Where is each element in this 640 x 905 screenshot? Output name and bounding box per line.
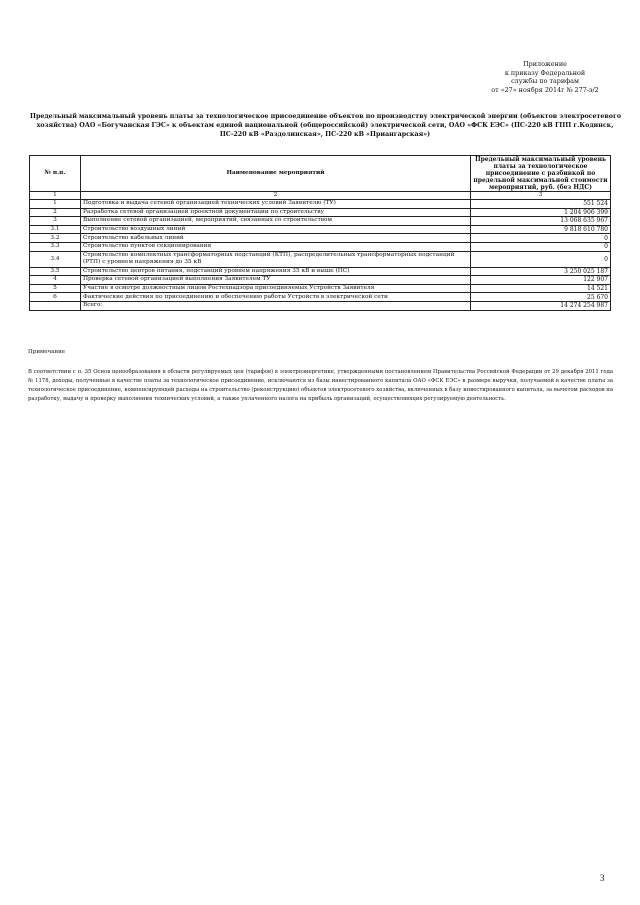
table-header-row: [30, 156, 611, 192]
total-label: Всего:: [81, 301, 471, 310]
row-name: Участие в осмотре должностным лицом Ростехнадзора присоединяемых Устройств Заявителя: [81, 284, 471, 293]
table-row: [30, 276, 611, 285]
row-number: [30, 301, 81, 310]
index-cell: 2: [81, 192, 471, 200]
appendix-line: к приказу Федеральной: [504, 68, 586, 77]
row-name: Фактические действия по присоединению и обеспечению работы Устройств в электрической сети: [81, 293, 471, 302]
row-number: 6: [30, 293, 81, 302]
header-value: Предельный максимальный уровень платы за технологическое присоединение с разбивкой по предельной максимальной стоимости мероприятий, руб. (без НДС): [471, 156, 611, 192]
row-number: 3: [30, 217, 81, 226]
row-value: 0: [471, 251, 611, 267]
footnote-text: В соответствии с п. 35 Основ ценообразования в области регулируемых цен (тарифов) в электроэнергетике, утвержденными постановлением Правительства Российской Федерации от 29 декабря 2011 года № 1178, доходы, полученные в качестве платы за технологическое присоединение, исключаются из базы инвестированного капитала ОАО «ФСК ЕЭС» в размере выручки, получаемой в качестве платы за технологическое присоединение, компенсирующей расходы на строительство (реконструкцию) объектов электросетевого хозяйства, включенных в базу инвестированного капитала, за вычетом расходов на разработку, выдачу и проверку выполнения технических условий, а также уплаченного налога на прибыль организаций, осуществляющих регулируемую деятельность.: [28, 369, 613, 402]
row-name: Выполнение сетевой организацией, мероприятий, связанных со строительством: [81, 217, 471, 226]
row-number: 3.2: [30, 234, 81, 243]
index-cell: 1: [30, 192, 81, 200]
row-number: 3.3: [30, 242, 81, 251]
row-value: 9 818 610 780: [471, 225, 611, 234]
row-number: 4: [30, 276, 81, 285]
row-number: 2: [30, 208, 81, 217]
appendix-line: от «27» ноября 2014г № 277-э/2: [491, 85, 599, 94]
table-row: [30, 225, 611, 234]
row-number: 5: [30, 284, 81, 293]
table-row: [30, 217, 611, 226]
document-title: [30, 112, 620, 139]
total-value: 14 274 254 987: [471, 301, 611, 310]
table-row: [30, 284, 611, 293]
appendix-line: службы по тарифам: [511, 77, 579, 86]
tariff-table: [29, 155, 611, 311]
table-row: [30, 242, 611, 251]
row-name: Строительство пунктов секционирования: [81, 242, 471, 251]
row-value: 1 204 906 399: [471, 208, 611, 217]
row-name: Разработка сетевой организацией проектной документации по строительству: [81, 208, 471, 217]
row-number: 1: [30, 200, 81, 209]
row-value: 14 521: [471, 284, 611, 293]
row-value: 122 907: [471, 276, 611, 285]
title-line: ПС-220 кВ «Раздолинская», ПС-220 кВ «Приангарская»): [219, 131, 431, 138]
row-name: Проверка сетевой организацией выполнения Заявителем ТУ: [81, 276, 471, 285]
row-name: Строительство комплектных трансформаторных подстанций (КТП), распределительных трансформаторных подстанций (РТП) с уровнем напряжения до 35 кВ: [81, 251, 471, 267]
header-number: № п.п.: [30, 156, 81, 192]
index-cell: 3: [471, 192, 611, 200]
table-index-row: [30, 192, 611, 200]
row-name: Подготовка и выдача сетевой организацией технических условий Заявителю (ТУ): [81, 200, 471, 209]
appendix-block: [470, 60, 620, 94]
page-number: 3: [600, 873, 605, 883]
title-line: хозяйства) ОАО «Богучанская ГЭС» к объектам единой национальной (общероссийской) электрической сети, ОАО «ФСК ЕЭС» (ПС-220 кВ ГПП г.Кодинск,: [36, 122, 614, 129]
row-value: 0: [471, 242, 611, 251]
note-label: Примечание: [28, 349, 66, 355]
table-row: [30, 234, 611, 243]
row-number: 3.1: [30, 225, 81, 234]
table-row: [30, 200, 611, 209]
row-value: 3 250 025 187: [471, 267, 611, 276]
title-line: Предельный максимальный уровень платы за технологическое присоединение объектов по производству электрической энергии (объектов электросетевого: [30, 113, 622, 120]
table-row: [30, 267, 611, 276]
row-name: Строительство кабельных линий: [81, 234, 471, 243]
header-name: Наименование мероприятий: [81, 156, 471, 192]
row-value: 0: [471, 234, 611, 243]
table-row: [30, 251, 611, 267]
row-value: 13 068 635 967: [471, 217, 611, 226]
row-name: Строительство центров питания, подстанций уровнем напряжения 35 кВ и выше (ПС): [81, 267, 471, 276]
row-value: 25 670: [471, 293, 611, 302]
appendix-line: Приложение: [523, 60, 567, 68]
row-number: 3.5: [30, 267, 81, 276]
table-total-row: [30, 301, 611, 310]
row-value: 551 524: [471, 200, 611, 209]
row-number: 3.4: [30, 251, 81, 267]
table-row: [30, 208, 611, 217]
row-name: Строительство воздушных линий: [81, 225, 471, 234]
table-row: [30, 293, 611, 302]
